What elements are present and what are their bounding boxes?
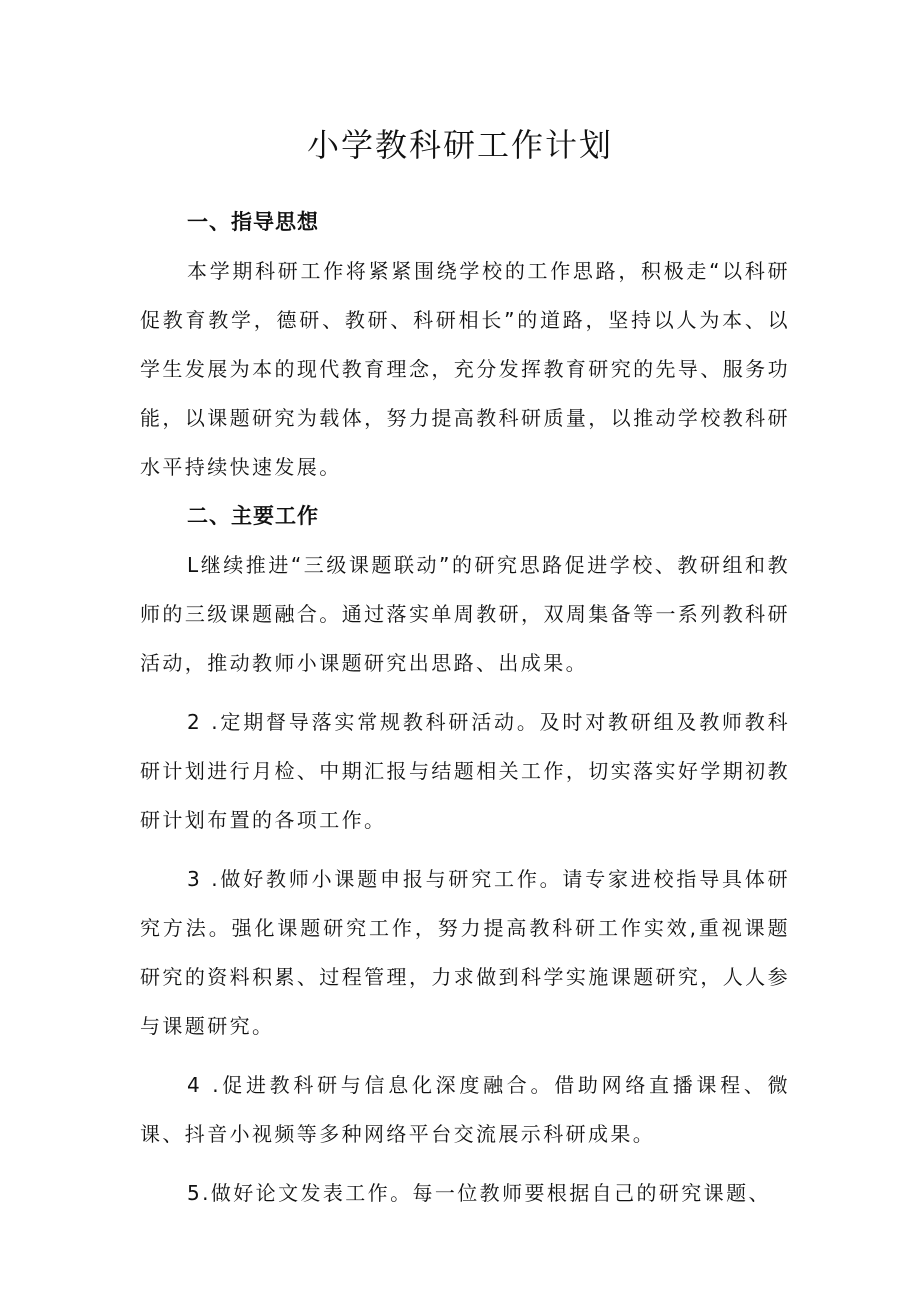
work-item-3: 3 .做好教师小课题申报与研究工作。请专家进校指导具体研究方法。强化课题研究工作，努力提高教科研工作实效,重视课题研究的资料积累、过程管理，力求做到科学实施课题研究，人人参与课题研究。 xyxy=(140,867,790,1038)
work-item-5: 5.做好论文发表工作。每一位教师要根据自己的研究课题、 xyxy=(187,1181,771,1205)
work-item-1: L继续推进“三级课题联动”的研究思路促进学校、教研组和教师的三级课题融合。通过落实单周教研，双周集备等一系列教科研活动，推动教师小课题研究出思路、出成果。 xyxy=(140,553,790,675)
work-item-2: 2 .定期督导落实常规教科研活动。及时对教研组及教师教科研计划进行月检、中期汇报与结题相关工作，切实落实好学期初教研计划布置的各项工作。 xyxy=(140,710,790,832)
section-heading-main-work: 二、主要工作 xyxy=(187,504,319,528)
document-body xyxy=(140,198,790,1218)
guiding-thought-paragraph: 本学期科研工作将紧紧围绕学校的工作思路，积极走“以科研促教育教学，德研、教研、科研相长”的道路，坚持以人为本、以学生发展为本的现代教育理念，充分发挥教育研究的先导、服务功能，以课题研究为载体，努力提高教科研质量，以推动学校教科研水平持续快速发展。 xyxy=(140,259,790,479)
section-heading-guiding-thought: 一、指导思想 xyxy=(187,210,319,234)
document-title: 小学教科研工作计划 xyxy=(306,126,613,164)
work-item-4: 4 .促进教科研与信息化深度融合。借助网络直播课程、微课、抖音小视频等多种网络平台交流展示科研成果。 xyxy=(140,1073,790,1146)
